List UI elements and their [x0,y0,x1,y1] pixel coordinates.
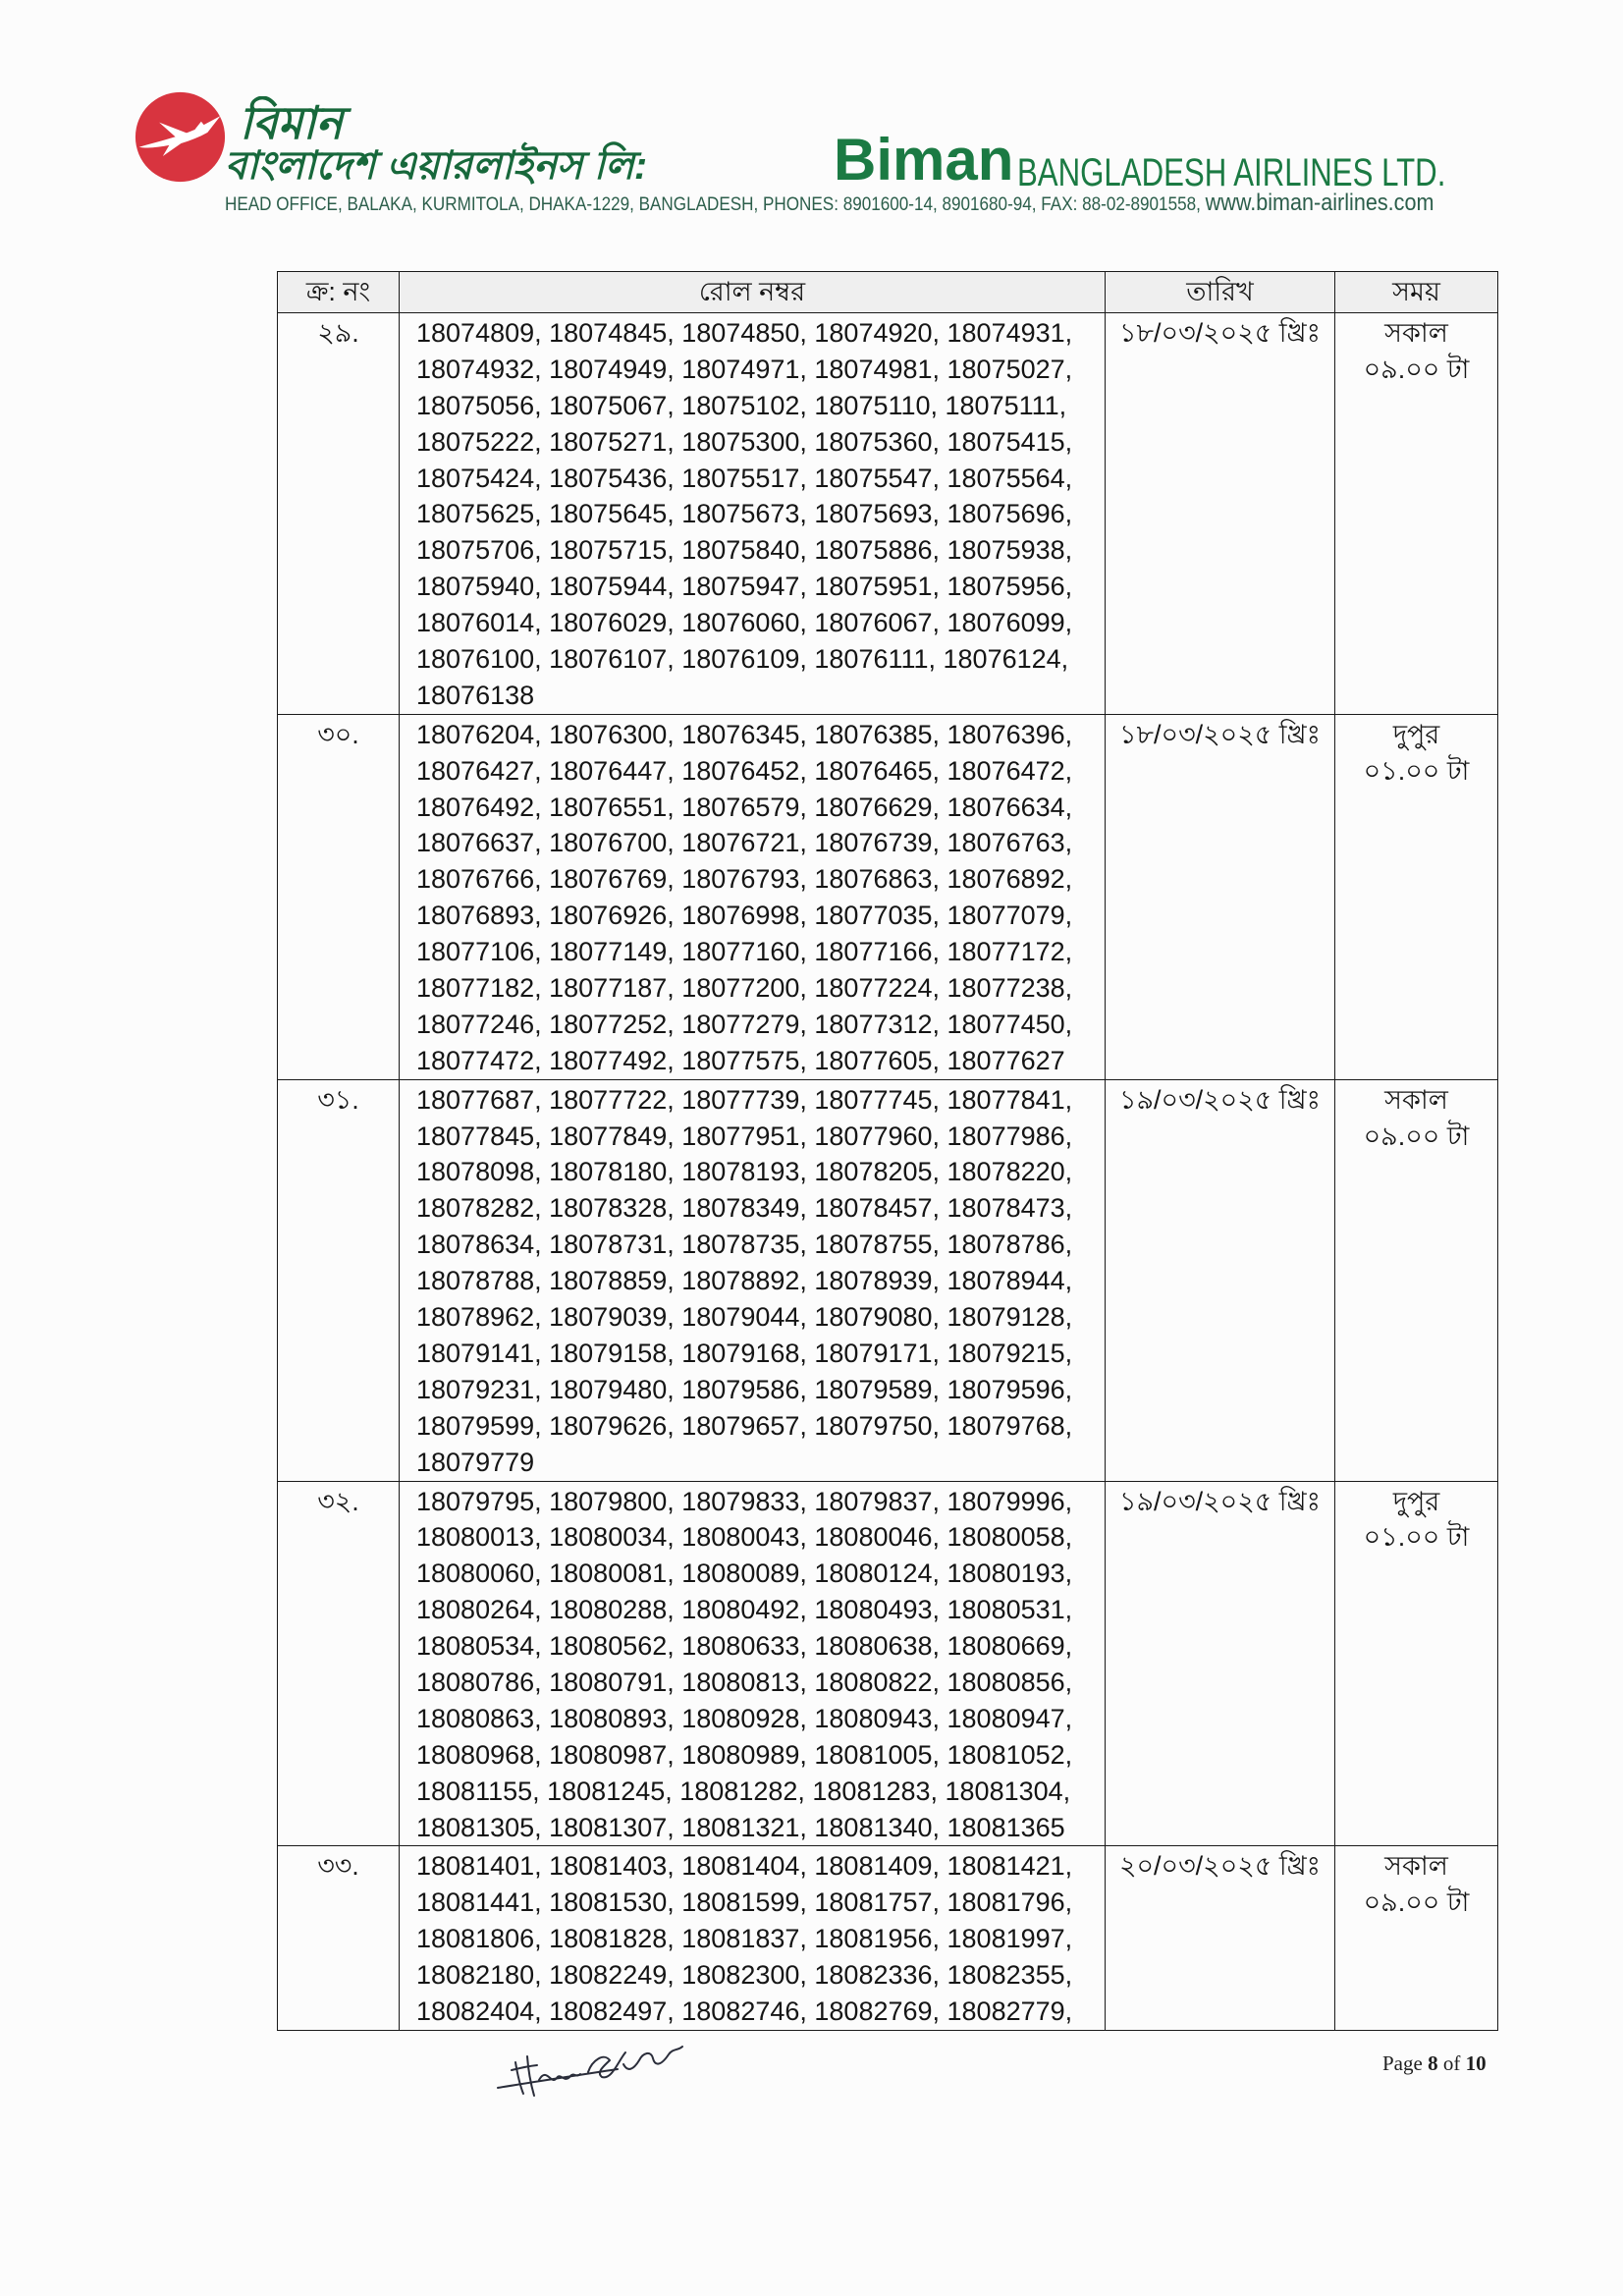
roll-numbers-cell [400,714,1106,1079]
exam-date: ১৮/০৩/২০২৫ খ্রিঃ [1118,719,1322,749]
roll-number-line: 18075940, 18075944, 18075947, 18075951, 18075956, [416,572,1073,602]
roll-number-line: 18077106, 18077149, 18077160, 18077166, 18077172, [416,937,1073,967]
head-office-address [225,191,1434,218]
roll-number-line: 18080013, 18080034, 18080043, 18080046, 18080058, [416,1522,1073,1553]
serial-number: ৩৩. [317,1851,359,1882]
roll-number-line: 18075424, 18075436, 18075517, 18075547, 18075564, [416,463,1073,493]
serial-cell [278,1846,400,2030]
roll-number-line: 18081155, 18081245, 18081282, 18081283, 18081304, [416,1776,1071,1806]
roll-number-line: 18076204, 18076300, 18076345, 18076385, 18076396, [416,719,1073,749]
roll-number-line: 18076100, 18076107, 18076109, 18076111, 18076124, [416,644,1069,675]
column-header-roll: রোল নম্বর [400,272,1106,313]
exam-time: ০৯.০০ টা [1363,354,1470,384]
roll-number-line: 18078788, 18078859, 18078892, 18078939, 18078944, [416,1266,1073,1296]
header-row [278,272,1498,313]
roll-number-line: 18080264, 18080288, 18080492, 18080493, 18080531, [416,1595,1073,1625]
roll-number-line: 18081305, 18081307, 18081321, 18081340, 18081365 [416,1812,1065,1842]
roll-numbers-cell [400,313,1106,715]
time-cell [1335,1481,1498,1846]
roll-number-line: 18076637, 18076700, 18076721, 18076739, 18076763, [416,828,1073,858]
time-period: সকাল [1384,1084,1448,1115]
exam-time: ০৯.০০ টা [1363,1121,1470,1151]
roll-number-line: 18082404, 18082497, 18082746, 18082769, 18082779, [416,1995,1073,2026]
roll-number-line: 18080534, 18080562, 18080633, 18080638, 18080669, [416,1631,1073,1662]
serial-cell [278,1481,400,1846]
roll-number-line: 18081441, 18081530, 18081599, 18081757, 18081796, [416,1887,1073,1918]
schedule-row [278,714,1498,1079]
roll-number-line: 18077845, 18077849, 18077951, 18077960, 18077986, [416,1121,1073,1151]
page-of: of [1442,2051,1461,2075]
exam-date: ১৯/০৩/২০২৫ খ্রিঃ [1118,1084,1322,1115]
roll-number-line: 18080863, 18080893, 18080928, 18080943, 18080947, [416,1703,1073,1733]
schedule-row [278,313,1498,715]
serial-number: ২৯. [317,318,359,348]
date-cell [1106,1846,1335,2030]
roll-number-line: 18076014, 18076029, 18076060, 18076067, 18076099, [416,608,1073,638]
column-header-date: তারিখ [1106,272,1335,313]
serial-number: ৩১. [317,1084,359,1115]
roll-number-line: 18076766, 18076769, 18076793, 18076863, 18076892, [416,864,1073,895]
roll-number-line: 18079231, 18079480, 18079586, 18079589, 18079596, [416,1374,1073,1404]
date-cell [1106,313,1335,715]
roll-number-line: 18077246, 18077252, 18077279, 18077312, 18077450, [416,1009,1073,1039]
roll-number-line: 18078282, 18078328, 18078349, 18078457, 18078473, [416,1193,1073,1224]
roll-number-line: 18076427, 18076447, 18076452, 18076465, 18076472, [416,755,1073,786]
roll-number-line: 18076893, 18076926, 18076998, 18077035, 18077079, [416,901,1073,931]
serial-cell [278,714,400,1079]
roll-number-line: 18080060, 18080081, 18080089, 18080124, 18080193, [416,1558,1073,1589]
roll-number-line: 18080968, 18080987, 18080989, 18081005, 18081052, [416,1739,1073,1770]
roll-number-line: 18077472, 18077492, 18077575, 18077605, 18077627 [416,1045,1065,1075]
roll-number-line: 18079141, 18079158, 18079168, 18079171, 18079215, [416,1338,1073,1368]
time-period: সকাল [1384,1851,1448,1882]
roll-number-line: 18081806, 18081828, 18081837, 18081956, 18081997, [416,1924,1073,1954]
serial-cell [278,313,400,715]
roll-number-line: 18075056, 18075067, 18075102, 18075110, 18075111, [416,390,1067,420]
exam-date: ১৯/০৩/২০২৫ খ্রিঃ [1118,1486,1322,1516]
schedule-row [278,1481,1498,1846]
date-cell [1106,714,1335,1079]
column-header-time: সময় [1335,272,1498,313]
roll-number-line: 18075706, 18075715, 18075840, 18075886, 18075938, [416,535,1073,566]
roll-number-line: 18081401, 18081403, 18081404, 18081409, 18081421, [416,1851,1073,1882]
roll-number-line: 18082180, 18082249, 18082300, 18082336, 18082355, [416,1960,1073,1991]
roll-numbers-cell [400,1846,1106,2030]
roll-number-line: 18076492, 18076551, 18076579, 18076629, 18076634, [416,792,1073,822]
serial-number: ৩২. [317,1486,359,1516]
page-prefix: Page [1382,2051,1423,2075]
roll-number-line: 18077687, 18077722, 18077739, 18077745, 18077841, [416,1084,1073,1115]
roll-number-line: 18075222, 18075271, 18075300, 18075360, 18075415, [416,426,1073,457]
exam-time: ০৯.০০ টা [1363,1887,1470,1918]
exam-time: ০১.০০ টা [1363,1522,1470,1553]
page-current: 8 [1428,2051,1438,2075]
roll-number-line: 18080786, 18080791, 18080813, 18080822, 18080856, [416,1667,1073,1697]
roll-number-line: 18079599, 18079626, 18079657, 18079750, 18079768, [416,1410,1073,1441]
roll-number-line: 18079795, 18079800, 18079833, 18079837, 18079996, [416,1486,1073,1516]
logo-bengali-name: বিমান [240,97,344,148]
time-cell [1335,714,1498,1079]
roll-number-line: 18078634, 18078731, 18078735, 18078755, 18078786, [416,1230,1073,1260]
roll-number-line: 18076138 [416,680,535,710]
date-cell [1106,1079,1335,1481]
roll-number-line: 18074932, 18074949, 18074971, 18074981, 18075027, [416,354,1073,384]
roll-numbers-cell [400,1481,1106,1846]
bird-emblem-icon [135,91,226,183]
roll-numbers-cell [400,1079,1106,1481]
roll-number-line: 18077182, 18077187, 18077200, 18077224, 18077238, [416,973,1073,1004]
time-period: দুপুর [1392,719,1440,749]
roll-table-body [278,313,1498,2031]
brand-full-name: BANGLADESH AIRLINES LTD. [1017,151,1446,194]
address-text: HEAD OFFICE, BALAKA, KURMITOLA, DHAKA-1229, BANGLADESH, PHONES: 8901600-14, 8901680-94, FAX: 88-02-8901558, [225,194,1201,215]
time-cell [1335,313,1498,715]
roll-number-line: 18078962, 18079039, 18079044, 18079080, 18079128, [416,1302,1073,1333]
time-period: দুপুর [1392,1486,1440,1516]
page-number [1382,2050,1487,2076]
exam-date: ১৮/০৩/২০২৫ খ্রিঃ [1118,318,1322,348]
serial-cell [278,1079,400,1481]
schedule-row [278,1846,1498,2030]
logo-bengali-company: বাংলাদেশ এয়ারলাইনস লি: [225,144,648,188]
date-cell [1106,1481,1335,1846]
serial-number: ৩০. [317,719,359,749]
time-period: সকাল [1384,318,1448,348]
brand-name: Biman [834,127,1014,192]
column-header-serial: ক্র: নং [278,272,400,313]
page-total: 10 [1465,2051,1487,2075]
schedule-row [278,1079,1498,1481]
roll-number-line: 18075625, 18075645, 18075673, 18075693, 18075696, [416,499,1073,529]
time-cell [1335,1846,1498,2030]
exam-date: ২০/০৩/২০২৫ খ্রিঃ [1118,1851,1322,1882]
time-cell [1335,1079,1498,1481]
roll-number-line: 18074809, 18074845, 18074850, 18074920, 18074931, [416,318,1073,348]
website-text: www.biman-airlines.com [1205,190,1434,216]
exam-schedule-table [277,271,1498,2031]
roll-number-line: 18078098, 18078180, 18078193, 18078205, 18078220, [416,1157,1073,1187]
table-header [278,272,1498,313]
signature-icon [494,2023,690,2105]
exam-time: ০১.০০ টা [1363,755,1470,786]
roll-number-line: 18079779 [416,1447,535,1477]
